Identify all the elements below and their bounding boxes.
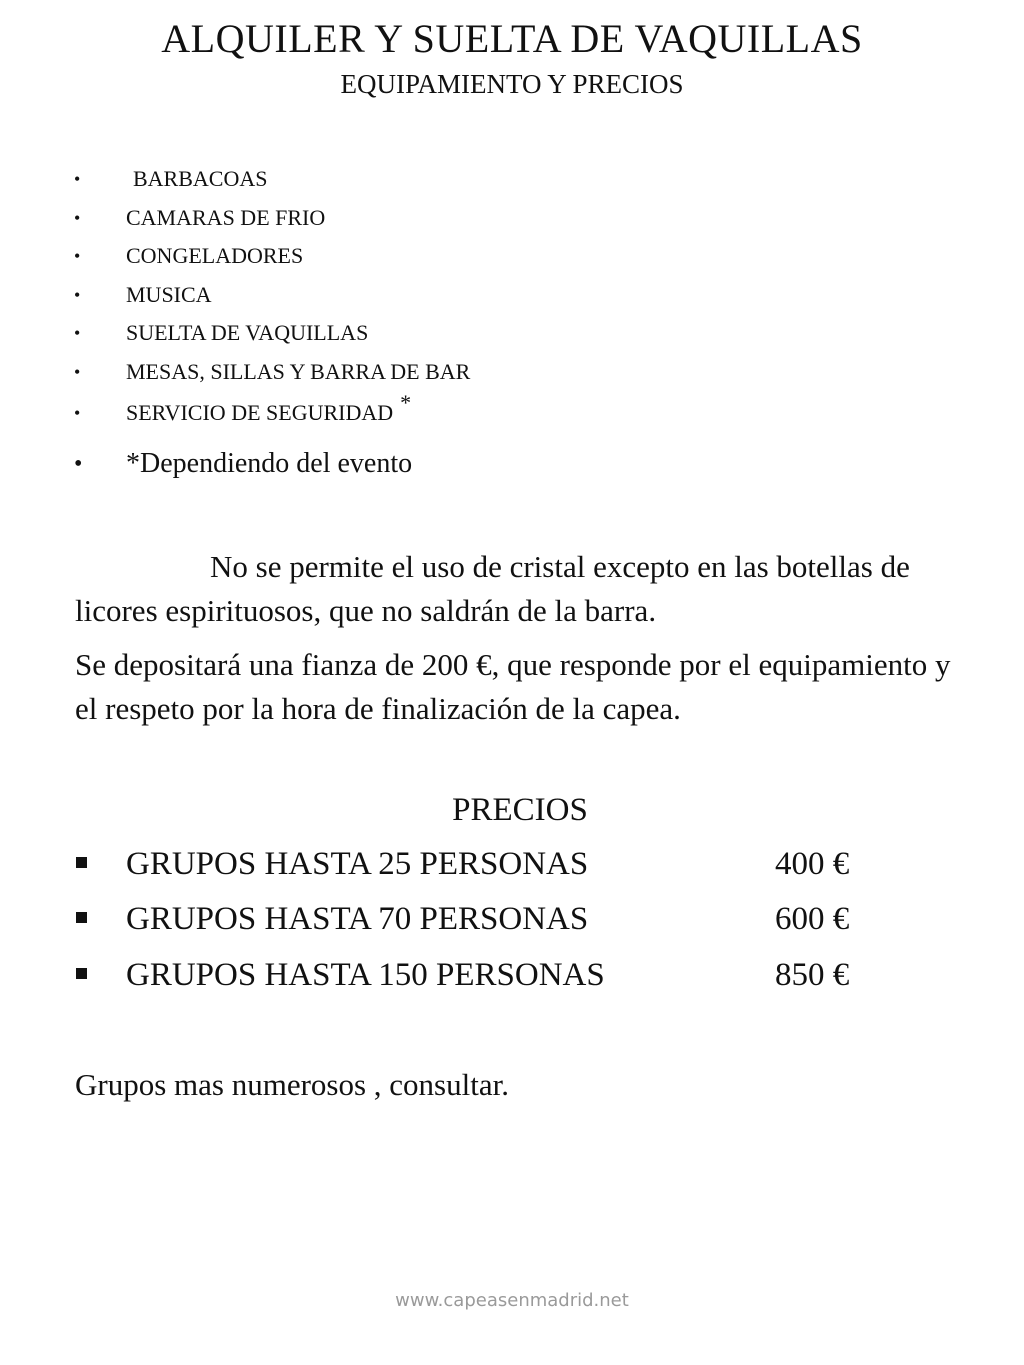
square-bullet-icon xyxy=(76,912,87,923)
glass-policy-paragraph xyxy=(75,545,955,633)
deposit-paragraph: Se depositará una fianza de 200 €, que responde por el equipamiento y el respeto por la hora de finalización de la capea. xyxy=(75,647,951,726)
closing-note: Grupos mas numerosos , consultar. xyxy=(75,1067,509,1102)
event-note: *Dependiendo del evento xyxy=(126,448,413,479)
bullet-icon: • xyxy=(74,207,81,228)
group-label: GRUPOS HASTA 25 PERSONAS xyxy=(126,846,589,882)
bullet-icon: • xyxy=(74,403,81,423)
group-label: GRUPOS HASTA 70 PERSONAS xyxy=(126,901,589,937)
equipment-item-label: CONGELADORES xyxy=(126,243,304,268)
equipment-item-label: MESAS, SILLAS Y BARRA DE BAR xyxy=(126,358,471,384)
price-value: 850 € xyxy=(775,957,850,993)
equipment-item-label: BARBACOAS xyxy=(133,166,268,191)
bullet-icon: • xyxy=(74,361,81,382)
footer-url: www.capeasenmadrid.net xyxy=(395,1290,629,1311)
bullet-icon: • xyxy=(74,284,81,305)
price-value: 600 € xyxy=(775,901,850,937)
bullet-icon: • xyxy=(74,323,81,343)
asterisk-mark: * xyxy=(400,390,412,415)
security-label: SERVICIO DE SEGURIDAD xyxy=(126,400,394,425)
square-bullet-icon xyxy=(76,968,87,979)
equipment-item-label: SUELTA DE VAQUILLAS xyxy=(126,320,369,345)
bullet-icon: • xyxy=(74,169,81,189)
square-bullet-icon xyxy=(76,857,87,868)
bullet-icon: • xyxy=(74,451,83,477)
group-label: GRUPOS HASTA 150 PERSONAS xyxy=(126,957,605,993)
price-value: 400 € xyxy=(775,846,850,882)
page-subtitle: EQUIPAMIENTO Y PRECIOS xyxy=(340,69,684,99)
page-title: ALQUILER Y SUELTA DE VAQUILLAS xyxy=(161,16,863,61)
bullet-icon: • xyxy=(74,246,81,266)
glass-policy-text: No se permite el uso de cristal excepto en las botellas de licores espirituosos, que no saldrán de la barra. xyxy=(75,549,910,628)
prices-heading: PRECIOS xyxy=(452,792,588,828)
equipment-item-label: CAMARAS DE FRIO xyxy=(126,204,326,230)
equipment-item-label: MUSICA xyxy=(126,281,212,307)
equipment-item-label xyxy=(126,391,411,435)
